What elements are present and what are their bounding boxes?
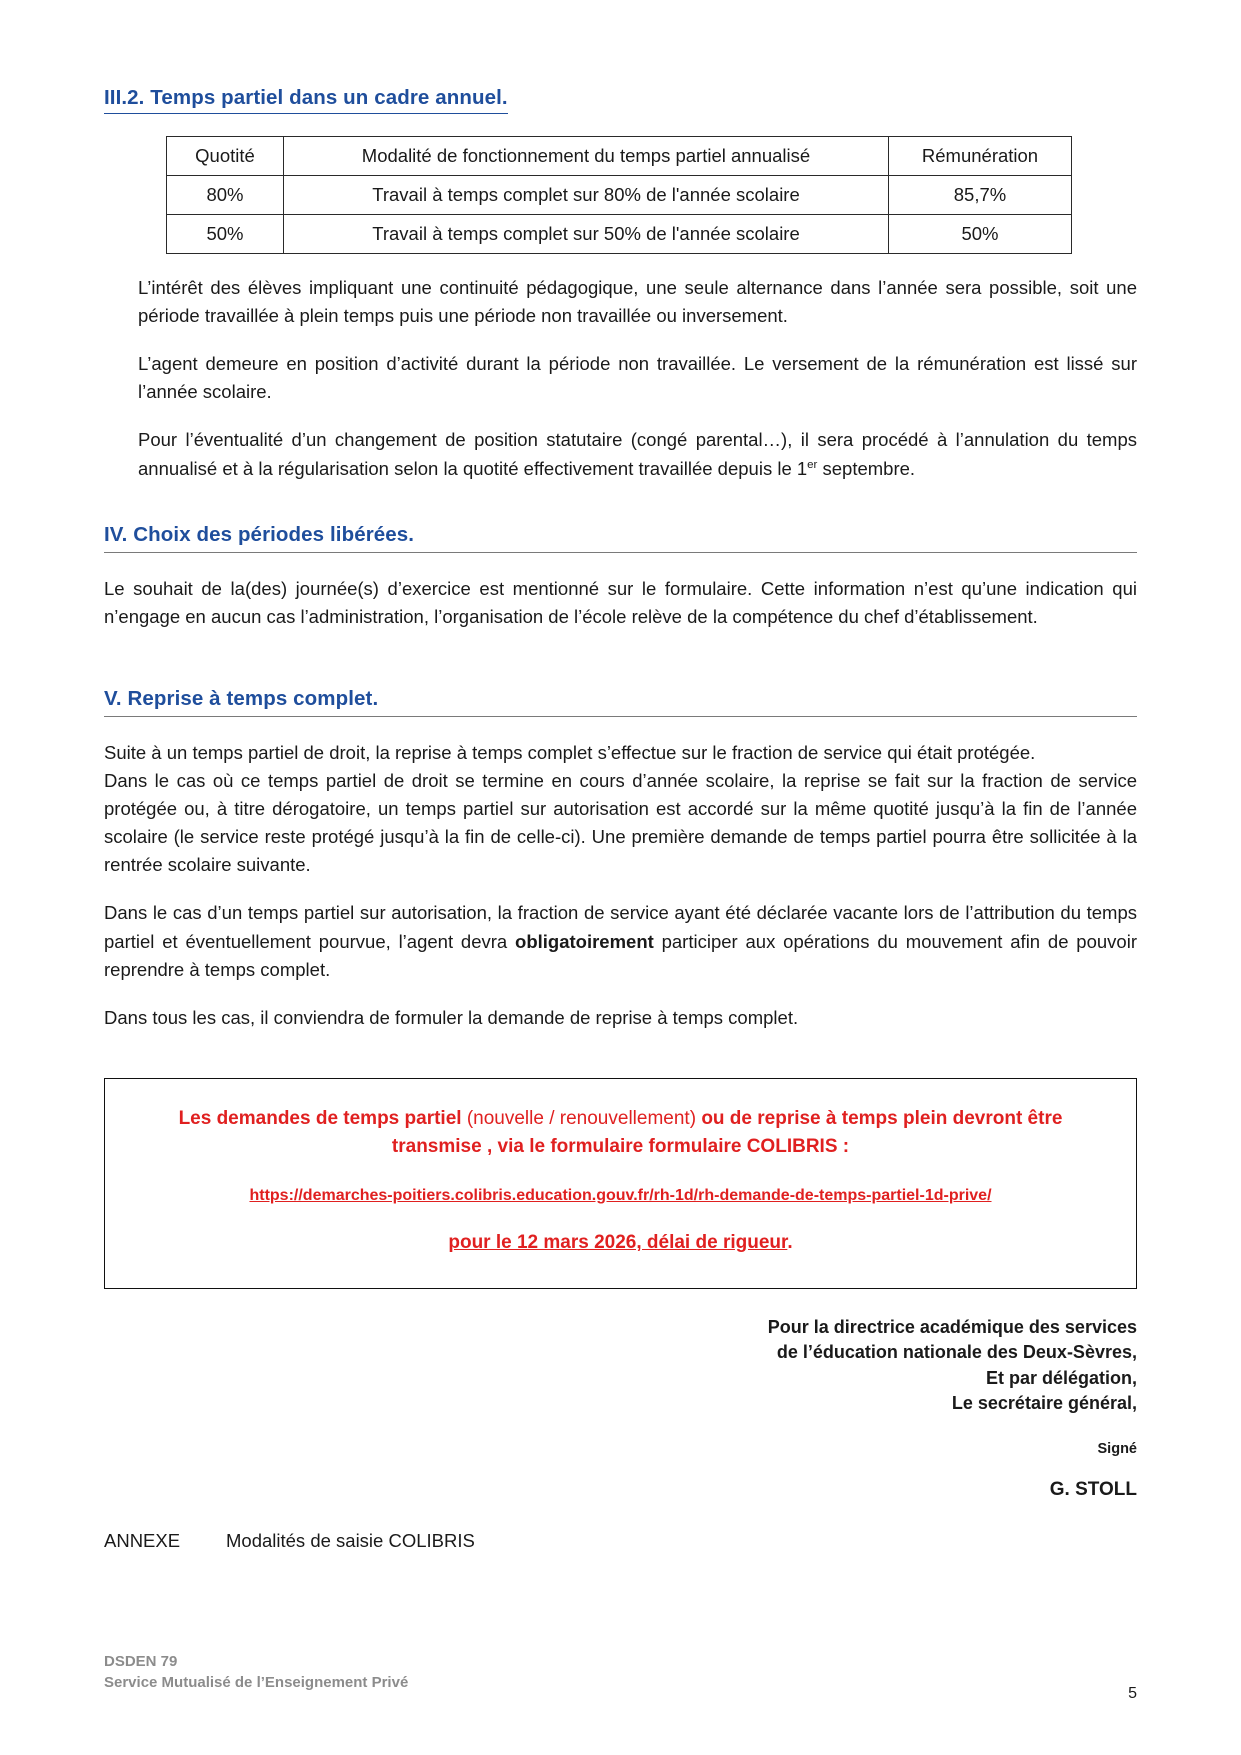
callout-deadline-underlined: pour le 12 mars 2026, délai de rigueur bbox=[448, 1232, 788, 1254]
section-title-iv: IV. Choix des périodes libérées. bbox=[104, 522, 415, 546]
section-divider-iv bbox=[104, 552, 1137, 553]
annexe-line bbox=[104, 1530, 1137, 1552]
signature-line-3: Et par délégation, bbox=[985, 1367, 1137, 1388]
table-header-modalite: Modalité de fonctionnement du temps partiel annualisé bbox=[284, 137, 889, 176]
paragraph-iii2-2: L’agent demeure en position d’activité durant la période non travaillée. Le versement de la rémunération est lissé sur l’année scolaire. bbox=[138, 353, 1137, 403]
footer-line-1: DSDEN 79 bbox=[104, 1653, 178, 1670]
table-header-remuneration: Rémunération bbox=[889, 137, 1072, 176]
cell-remuneration-80: 85,7% bbox=[889, 176, 1072, 215]
callout-instruction bbox=[139, 1105, 1102, 1162]
paragraph-iii2-3-before: Pour l’éventualité d’un changement de position statutaire (congé parental…), il sera procédé à l’annulation du temps annualisé et à la régularisation selon la quotité effectivement travaillée depuis le 1 bbox=[138, 429, 1137, 479]
colibris-form-link[interactable]: https://demarches-poitiers.colibris.education.gouv.fr/rh-1d/rh-demande-de-temps-partiel-1d-prive/ bbox=[249, 1186, 992, 1204]
paragraph-iii2-1: L’intérêt des élèves impliquant une continuité pédagogique, une seule alternance dans l’année sera possible, soit une période travaillée à plein temps puis une période non travaillée ou inversement. bbox=[138, 277, 1137, 327]
document-footer bbox=[104, 1651, 408, 1693]
cell-modalite-80: Travail à temps complet sur 80% de l'année scolaire bbox=[284, 176, 889, 215]
table-header-quotite: Quotité bbox=[167, 137, 284, 176]
quotite-table bbox=[166, 136, 1072, 254]
section-divider-v bbox=[104, 716, 1137, 717]
signature-line-1: Pour la directrice académique des services bbox=[767, 1316, 1137, 1337]
table-row bbox=[167, 176, 1072, 215]
signature-name: G. STOLL bbox=[1049, 1479, 1137, 1501]
callout-bold-tail: ou de reprise à temps plein devront être transmise , via le formulaire formulaire COLIBRIS : bbox=[391, 1107, 1063, 1158]
annexe-text: Modalités de saisie COLIBRIS bbox=[226, 1530, 475, 1552]
signature-signe-mention: Signé bbox=[1097, 1440, 1137, 1457]
colibris-callout-box bbox=[104, 1078, 1137, 1289]
paragraph-iv-1: Le souhait de la(des) journée(s) d’exercice est mentionné sur le formulaire. Cette information n’est qu’une indication qui n’engage en aucun cas l’administration, l’organisation de l’école relève de la compétence du chef d’établissement. bbox=[104, 577, 1137, 627]
callout-bold-lead: Les demandes de temps partiel bbox=[178, 1107, 462, 1129]
section-title-iii2: III.2. Temps partiel dans un cadre annuel. bbox=[104, 86, 508, 114]
table-header-row bbox=[167, 137, 1072, 176]
section-title-v: V. Reprise à temps complet. bbox=[104, 686, 379, 710]
paragraph-v-4: Dans tous les cas, il conviendra de formuler la demande de reprise à temps complet. bbox=[104, 1006, 799, 1028]
callout-normal-mid: (nouvelle / renouvellement) bbox=[461, 1107, 702, 1129]
footer-line-2: Service Mutualisé de l’Enseignement Privé bbox=[104, 1674, 409, 1691]
table-row bbox=[167, 215, 1072, 254]
paragraph-v-3-after: participer aux opérations du mouvement afin de pouvoir reprendre à temps complet. bbox=[104, 930, 1137, 980]
callout-deadline bbox=[139, 1229, 1102, 1258]
paragraph-v-2: Dans le cas où ce temps partiel de droit se termine en cours d’année scolaire, la reprise se fait sur la fraction de service protégée ou, à titre dérogatoire, un temps partiel sur autorisation est accordé sur la même quotité jusqu’à la fin de l’année scolaire (le service reste protégé jusqu’à la fin de celle-ci). Une première demande de temps partiel pourra être sollicitée à la rentrée scolaire suivante. bbox=[104, 769, 1137, 876]
callout-deadline-end: . bbox=[787, 1232, 793, 1254]
cell-remuneration-50: 50% bbox=[889, 215, 1072, 254]
paragraph-v-3-bold: obligatoirement bbox=[515, 930, 654, 952]
annexe-label: ANNEXE bbox=[104, 1530, 181, 1552]
cell-quotite-80: 80% bbox=[167, 176, 284, 215]
signature-block bbox=[104, 1315, 1137, 1505]
paragraph-iii2-3 bbox=[138, 426, 1137, 482]
paragraph-v-3 bbox=[104, 899, 1137, 983]
ordinal-suffix: er bbox=[807, 458, 818, 471]
page-number: 5 bbox=[1128, 1685, 1137, 1702]
signature-line-4: Le secrétaire général, bbox=[951, 1393, 1137, 1414]
signature-line-2: de l’éducation nationale des Deux-Sèvres, bbox=[776, 1342, 1137, 1363]
paragraph-iii2-3-after: septembre. bbox=[817, 457, 916, 479]
cell-modalite-50: Travail à temps complet sur 50% de l'année scolaire bbox=[284, 215, 889, 254]
paragraph-v-3-before: Dans le cas d’un temps partiel sur autorisation, la fraction de service ayant été déclarée vacante lors de l’attribution du temps partiel et éventuellement pourvue, l’agent devra bbox=[104, 902, 1137, 952]
paragraph-v-1: Suite à un temps partiel de droit, la reprise à temps complet s’effectue sur le fraction de service qui était protégée. bbox=[104, 741, 1036, 763]
cell-quotite-50: 50% bbox=[167, 215, 284, 254]
